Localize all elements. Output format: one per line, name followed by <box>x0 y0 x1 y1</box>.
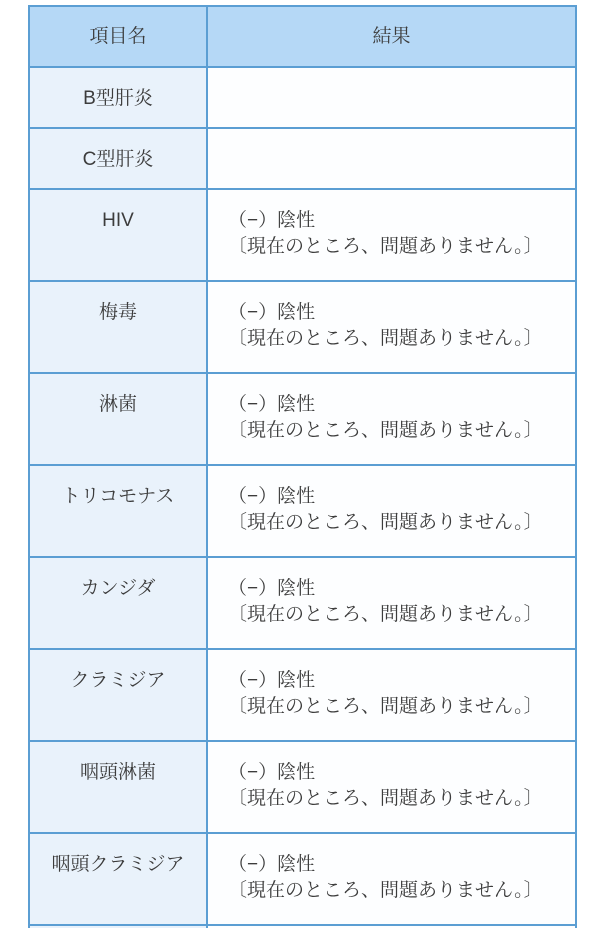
item-name-cell: HIV <box>29 189 207 281</box>
result-cell <box>207 281 576 373</box>
item-name-cell: クラミジア <box>29 649 207 741</box>
result-cell <box>207 373 576 465</box>
column-header-item-name: 項目名 <box>29 6 207 67</box>
result-cell <box>207 189 576 281</box>
column-header-result: 結果 <box>207 6 576 67</box>
table-body <box>29 67 576 928</box>
item-name-cell: 梅毒 <box>29 281 207 373</box>
result-cell <box>207 67 576 128</box>
result-note-line: 〔現在のところ、問題ありません。〕 <box>228 512 543 533</box>
result-cell <box>207 465 576 557</box>
table-row <box>29 649 576 741</box>
result-note-line: 〔現在のところ、問題ありません。〕 <box>228 604 543 625</box>
result-note-line: 〔現在のところ、問題ありません。〕 <box>228 696 543 717</box>
result-cell <box>207 557 576 649</box>
item-name-cell: 咽頭淋菌 <box>29 741 207 833</box>
table-row <box>29 373 576 465</box>
item-name-cell: C型肝炎 <box>29 128 207 189</box>
result-status-line: （−）陰性 <box>228 486 316 507</box>
result-note-line: 〔現在のところ、問題ありません。〕 <box>228 328 543 349</box>
table-row <box>29 465 576 557</box>
item-name-cell: 淋菌 <box>29 373 207 465</box>
result-note-line: 〔現在のところ、問題ありません。〕 <box>228 788 543 809</box>
item-name-cell: トリコモナス <box>29 465 207 557</box>
table-row <box>29 67 576 128</box>
result-note-line: 〔現在のところ、問題ありません。〕 <box>228 880 543 901</box>
result-cell <box>207 649 576 741</box>
result-cell <box>207 128 576 189</box>
result-status-line: （−）陰性 <box>228 670 316 691</box>
result-status-line: （−）陰性 <box>228 578 316 599</box>
table-row <box>29 128 576 189</box>
table-row <box>29 189 576 281</box>
result-cell <box>207 741 576 833</box>
result-status-line: （−）陰性 <box>228 394 316 415</box>
item-name-cell: B型肝炎 <box>29 67 207 128</box>
result-note-line: 〔現在のところ、問題ありません。〕 <box>228 420 543 441</box>
header-row <box>29 6 576 67</box>
item-name-cell: 咽頭クラミジア <box>29 833 207 925</box>
result-status-line: （−）陰性 <box>228 302 316 323</box>
result-note-line: 〔現在のところ、問題ありません。〕 <box>228 236 543 257</box>
result-status-line: （−）陰性 <box>228 762 316 783</box>
table-row <box>29 557 576 649</box>
result-status-line: （−）陰性 <box>228 854 316 875</box>
table-row <box>29 281 576 373</box>
result-status-line: （−）陰性 <box>228 210 316 231</box>
result-cell <box>207 833 576 925</box>
item-name-cell: カンジダ <box>29 557 207 649</box>
table-row <box>29 741 576 833</box>
test-results-table <box>28 5 577 928</box>
table-row <box>29 833 576 925</box>
